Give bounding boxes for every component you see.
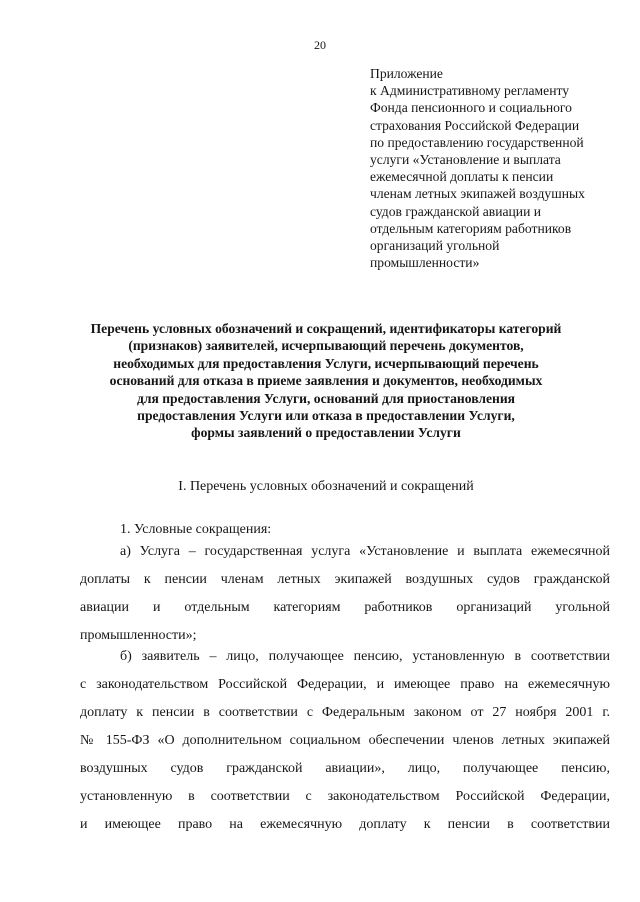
paragraph-line: доплату к пенсии в соответствии с Федеральным законом от 27 ноября 2001 г. xyxy=(80,705,610,720)
paragraph-applicant-definition xyxy=(80,643,610,839)
title-line: Перечень условных обозначений и сокращений, идентификаторы категорий xyxy=(90,321,562,336)
title-line: необходимых для предоставления Услуги, исчерпывающий перечень xyxy=(113,355,539,371)
title-line: для предоставления Услуги, оснований для приостановления xyxy=(136,390,516,406)
appendix-line: по предоставлению государственной xyxy=(370,134,584,150)
paragraph-line: и имеющее право на ежемесячную доплату к пенсии в соответствии xyxy=(80,817,610,832)
paragraph-line: промышленности»; xyxy=(80,628,197,643)
paragraph-line: а) Услуга – государственная услуга «Установление и выплата ежемесячной xyxy=(120,544,610,559)
page-number: 20 xyxy=(314,38,326,52)
title-line: оснований для отказа в приеме заявления и документов, необходимых xyxy=(109,373,543,389)
appendix-line: ежемесячной доплаты к пенсии xyxy=(370,169,554,185)
title-line: предоставления Услуги или отказа в предоставлении Услуги, xyxy=(137,408,515,424)
paragraph-line: доплаты к пенсии членам летных экипажей воздушных судов гражданской xyxy=(80,572,610,587)
appendix-header xyxy=(370,65,630,271)
appendix-line: промышленности» xyxy=(370,255,480,271)
section-heading: I. Перечень условных обозначений и сокращений xyxy=(178,479,474,494)
appendix-line: к Административному регламенту xyxy=(370,83,570,99)
paragraph-line: воздушных судов гражданской авиации», лицо, получающее пенсию, xyxy=(80,761,610,776)
title-line: (признаков) заявителей, исчерпывающий перечень документов, xyxy=(128,338,524,354)
paragraph-line: 1. Условные сокращения: xyxy=(120,522,272,537)
appendix-line: страхования Российской Федерации xyxy=(370,117,580,133)
appendix-line: членам летных экипажей воздушных xyxy=(370,186,585,202)
paragraph-line: № 155-ФЗ «О дополнительном социальном обеспечении членов летных экипажей xyxy=(80,733,610,748)
title-line: формы заявлений о предоставлении Услуги xyxy=(191,425,461,441)
paragraph-line: авиации и отдельным категориям работников организаций угольной xyxy=(80,600,610,615)
paragraph-line: установленную в соответствии с законодательством Российской Федерации, xyxy=(80,789,610,804)
appendix-line: Фонда пенсионного и социального xyxy=(370,100,572,116)
appendix-line: Приложение xyxy=(370,66,443,81)
appendix-line: судов гражданской авиации и xyxy=(370,203,542,219)
appendix-line: отдельным категориям работников xyxy=(370,220,572,236)
appendix-line: организаций угольной xyxy=(370,238,500,254)
paragraph-line: с законодательством Российской Федерации, и имеющее право на ежемесячную xyxy=(80,677,610,692)
document-title xyxy=(40,320,612,442)
appendix-line: услуги «Установление и выплата xyxy=(370,152,561,168)
paragraph-line: б) заявитель – лицо, получающее пенсию, установленную в соответствии xyxy=(120,649,610,664)
paragraph-service-definition xyxy=(80,538,610,650)
